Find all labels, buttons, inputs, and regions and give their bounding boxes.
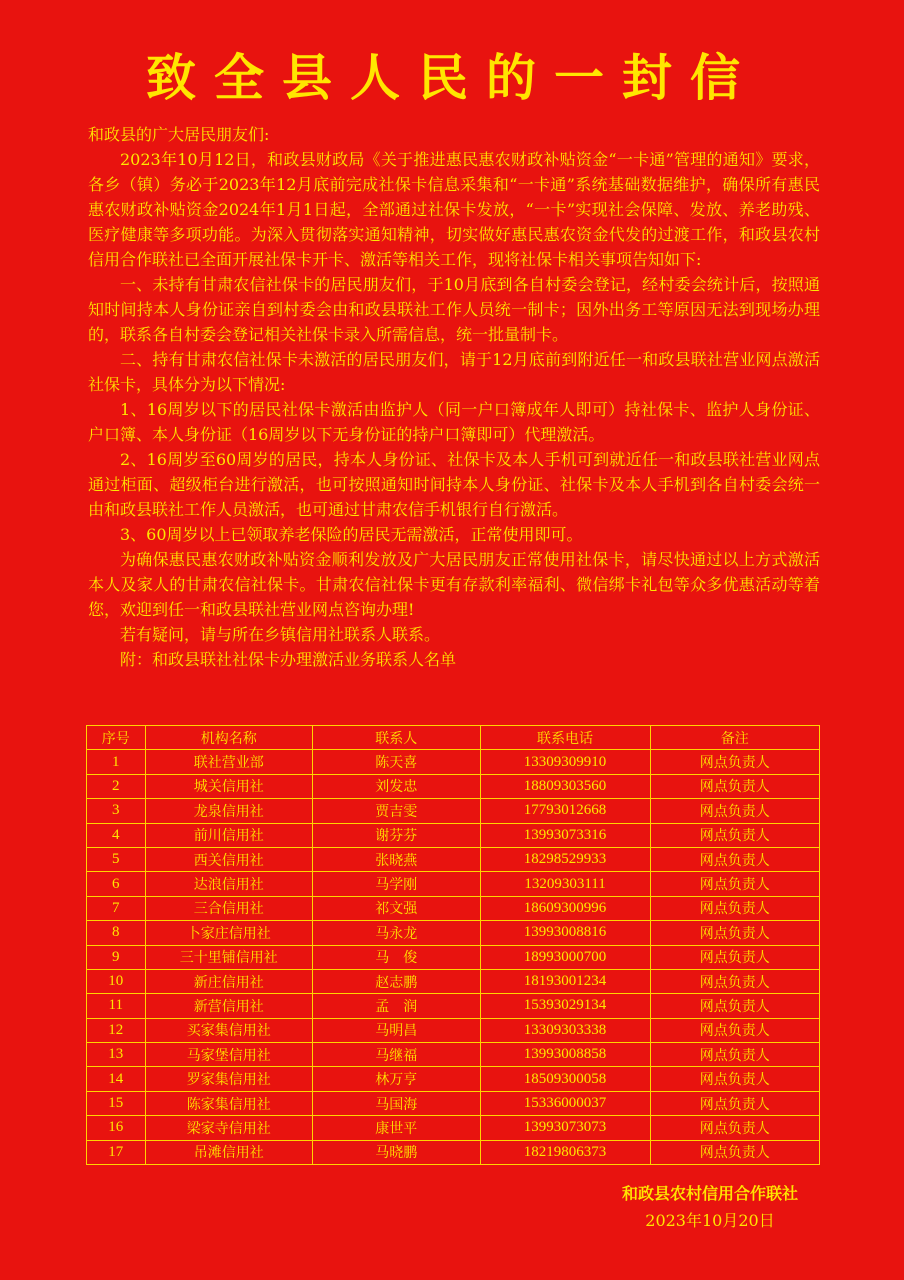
cell-note: 网点负责人 [650, 896, 819, 920]
cell-phone: 13309309910 [480, 750, 650, 774]
signature-date: 2023年10月20日 [645, 1211, 775, 1230]
contact-table [86, 725, 820, 1165]
cell-note: 网点负责人 [650, 1018, 819, 1042]
cell-note: 网点负责人 [650, 847, 819, 871]
table-row [87, 799, 820, 823]
cell-person: 孟 润 [312, 994, 480, 1018]
signature-org: 和政县农村信用合作联社 [621, 1184, 798, 1203]
cell-org: 西关信用社 [145, 847, 312, 871]
paragraph: 一、未持有甘肃农信社保卡的居民朋友们，于10月底到各自村委会登记，经村委会统计后，按照通知时间持本人身份证亲自到村委会由和政县联社工作人员统一制卡；因外出务工等原因无法到现场办理的，联系各自村委会登记相关社保卡录入所需信息，统一批量制卡。 [88, 275, 820, 344]
cell-phone: 13993073316 [480, 823, 650, 847]
cell-note: 网点负责人 [650, 945, 819, 969]
table-row [87, 1140, 820, 1164]
table-header-row [87, 726, 820, 750]
cell-org: 城关信用社 [145, 774, 312, 798]
cell-person: 马继福 [312, 1043, 480, 1067]
table-row [87, 1091, 820, 1115]
table-row [87, 969, 820, 993]
cell-seq: 8 [87, 921, 146, 945]
paragraph: 3、60周岁以上已领取养老保险的居民无需激活，正常使用即可。 [120, 525, 583, 544]
table-row [87, 945, 820, 969]
table-row [87, 750, 820, 774]
paragraph: 为确保惠民惠农财政补贴资金顺利发放及广大居民朋友正常使用社保卡，请尽快通过以上方式激活本人及家人的甘肃农信社保卡。甘肃农信社保卡更有存款利率福利、微信绑卡礼包等众多优惠活动等着您，欢迎到任一和政县联社营业网点咨询办理! [88, 550, 820, 619]
cell-seq: 6 [87, 872, 146, 896]
cell-seq: 15 [87, 1091, 146, 1115]
cell-seq: 1 [87, 750, 146, 774]
cell-phone: 13309303338 [480, 1018, 650, 1042]
paragraph: 二、持有甘肃农信社保卡未激活的居民朋友们，请于12月底前到附近任一和政县联社营业网点激活社保卡，具体分为以下情况: [88, 350, 820, 394]
cell-org: 梁家寺信用社 [145, 1116, 312, 1140]
table-row [87, 823, 820, 847]
cell-person: 康世平 [312, 1116, 480, 1140]
cell-person: 张晓燕 [312, 847, 480, 871]
cell-phone: 13993008816 [480, 921, 650, 945]
cell-phone: 13993008858 [480, 1043, 650, 1067]
table-row [87, 1018, 820, 1042]
cell-phone: 17793012668 [480, 799, 650, 823]
cell-seq: 14 [87, 1067, 146, 1091]
table-row [87, 1116, 820, 1140]
cell-seq: 17 [87, 1140, 146, 1164]
cell-phone: 15336000037 [480, 1091, 650, 1115]
header-seq: 序号 [87, 726, 146, 750]
cell-note: 网点负责人 [650, 994, 819, 1018]
cell-note: 网点负责人 [650, 921, 819, 945]
cell-org: 吊滩信用社 [145, 1140, 312, 1164]
cell-org: 买家集信用社 [145, 1018, 312, 1042]
cell-person: 祁文强 [312, 896, 480, 920]
cell-person: 马明昌 [312, 1018, 480, 1042]
cell-seq: 12 [87, 1018, 146, 1042]
cell-seq: 10 [87, 969, 146, 993]
cell-note: 网点负责人 [650, 872, 819, 896]
cell-phone: 13209303111 [480, 872, 650, 896]
table-row [87, 896, 820, 920]
cell-person: 赵志鹏 [312, 969, 480, 993]
table-row [87, 921, 820, 945]
table-row [87, 872, 820, 896]
cell-note: 网点负责人 [650, 1043, 819, 1067]
header-org: 机构名称 [145, 726, 312, 750]
salutation: 和政县的广大居民朋友们: [88, 125, 270, 144]
cell-phone: 15393029134 [480, 994, 650, 1018]
cell-org: 陈家集信用社 [145, 1091, 312, 1115]
cell-person: 谢芬芬 [312, 823, 480, 847]
cell-phone: 18609300996 [480, 896, 650, 920]
paragraph: 2023年10月12日，和政县财政局《关于推进惠民惠农财政补贴资金“一卡通”管理的通知》要求，各乡（镇）务必于2023年12月底前完成社保卡信息采集和“一卡通”系统基础数据维护，确保所有惠民惠农财政补贴资金2024年1月1日起，全部通过社保卡发放，“一卡”实现社会保障、发放、养老助残、医疗健康等多项功能。为深入贯彻落实通知精神，切实做好惠民惠农资金代发的过渡工作，和政县农村信用合作联社已全面开展社保卡开卡、激活等相关工作，现将社保卡相关事项告知如下: [88, 150, 820, 269]
cell-note: 网点负责人 [650, 969, 819, 993]
cell-phone: 18809303560 [480, 774, 650, 798]
paragraph: 若有疑问，请与所在乡镇信用社联系人联系。 [120, 625, 441, 644]
cell-seq: 3 [87, 799, 146, 823]
cell-org: 新庄信用社 [145, 969, 312, 993]
cell-org: 罗家集信用社 [145, 1067, 312, 1091]
cell-seq: 16 [87, 1116, 146, 1140]
cell-note: 网点负责人 [650, 1067, 819, 1091]
cell-note: 网点负责人 [650, 1116, 819, 1140]
table-row [87, 1067, 820, 1091]
cell-person: 马 俊 [312, 945, 480, 969]
cell-phone: 18298529933 [480, 847, 650, 871]
cell-note: 网点负责人 [650, 823, 819, 847]
cell-phone: 18219806373 [480, 1140, 650, 1164]
header-phone: 联系电话 [480, 726, 650, 750]
header-note: 备注 [650, 726, 819, 750]
signature-block [560, 1180, 860, 1234]
cell-person: 刘发忠 [312, 774, 480, 798]
appendix-heading: 附：和政县联社社保卡办理激活业务联系人名单 [120, 650, 457, 669]
cell-note: 网点负责人 [650, 1140, 819, 1164]
cell-person: 林万亨 [312, 1067, 480, 1091]
cell-note: 网点负责人 [650, 750, 819, 774]
cell-person: 马永龙 [312, 921, 480, 945]
cell-person: 陈天喜 [312, 750, 480, 774]
cell-org: 前川信用社 [145, 823, 312, 847]
cell-seq: 4 [87, 823, 146, 847]
cell-seq: 13 [87, 1043, 146, 1067]
cell-note: 网点负责人 [650, 774, 819, 798]
cell-person: 马国海 [312, 1091, 480, 1115]
cell-seq: 9 [87, 945, 146, 969]
page-title: 致全县人民的一封信 [146, 49, 758, 107]
table-row [87, 1043, 820, 1067]
cell-phone: 13993073073 [480, 1116, 650, 1140]
cell-org: 三合信用社 [145, 896, 312, 920]
cell-seq: 7 [87, 896, 146, 920]
cell-note: 网点负责人 [650, 1091, 819, 1115]
contact-table-body [87, 750, 820, 1165]
paragraph: 1、16周岁以下的居民社保卡激活由监护人（同一户口簿成年人即可）持社保卡、监护人身份证、户口簿、本人身份证（16周岁以下无身份证的持户口簿即可）代理激活。 [88, 400, 820, 444]
header-person: 联系人 [312, 726, 480, 750]
cell-person: 贾吉雯 [312, 799, 480, 823]
table-row [87, 847, 820, 871]
cell-org: 达浪信用社 [145, 872, 312, 896]
paragraph: 2、16周岁至60周岁的居民，持本人身份证、社保卡及本人手机可到就近任一和政县联社营业网点通过柜面、超级柜台进行激活，也可按照通知时间持本人身份证、社保卡及本人手机到各自村委会统一由和政县联社工作人员激活，也可通过甘肃农信手机银行自行激活。 [88, 450, 820, 519]
table-row [87, 994, 820, 1018]
cell-person: 马学刚 [312, 872, 480, 896]
cell-org: 龙泉信用社 [145, 799, 312, 823]
cell-org: 新营信用社 [145, 994, 312, 1018]
cell-note: 网点负责人 [650, 799, 819, 823]
cell-phone: 18993000700 [480, 945, 650, 969]
cell-org: 三十里铺信用社 [145, 945, 312, 969]
cell-phone: 18509300058 [480, 1067, 650, 1091]
cell-org: 马家堡信用社 [145, 1043, 312, 1067]
letter-body [88, 122, 820, 672]
table-row [87, 774, 820, 798]
cell-org: 卜家庄信用社 [145, 921, 312, 945]
cell-seq: 2 [87, 774, 146, 798]
cell-seq: 5 [87, 847, 146, 871]
cell-person: 马晓鹏 [312, 1140, 480, 1164]
cell-seq: 11 [87, 994, 146, 1018]
cell-org: 联社营业部 [145, 750, 312, 774]
cell-phone: 18193001234 [480, 969, 650, 993]
